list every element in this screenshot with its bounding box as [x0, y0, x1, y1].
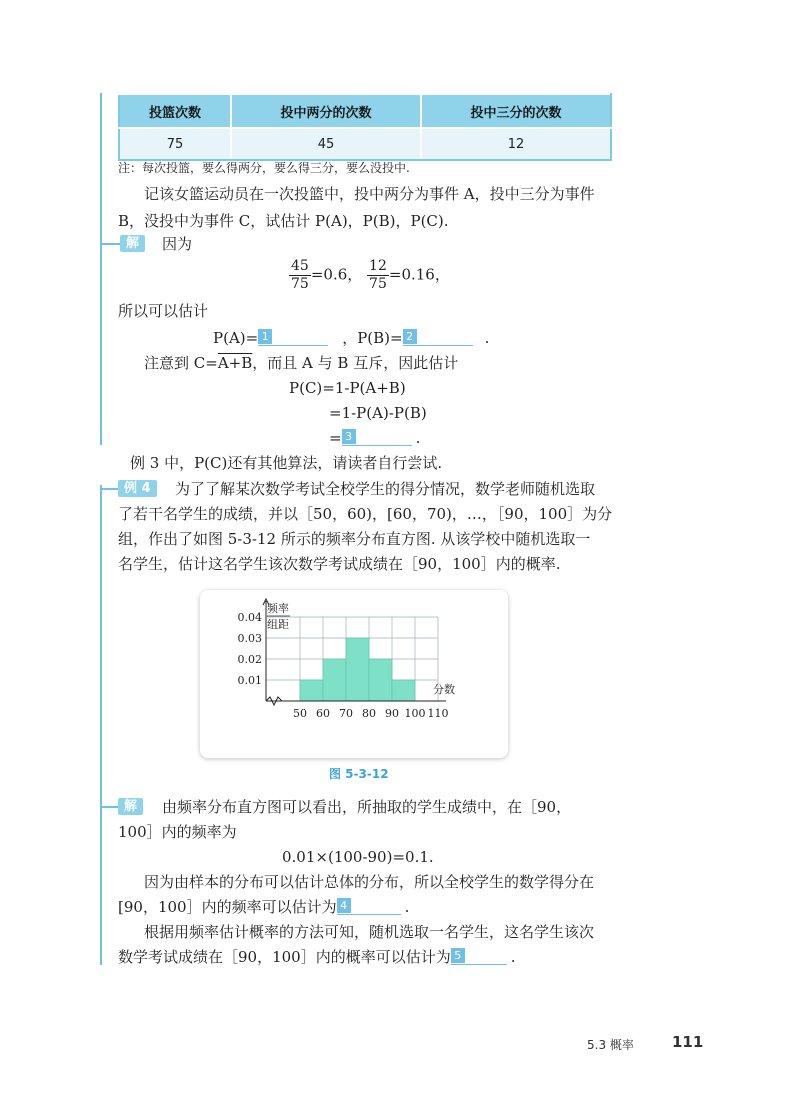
complement-expression: A+B — [217, 354, 253, 372]
fraction — [367, 258, 389, 293]
shot-table — [118, 93, 612, 161]
x-tick-label: 80 — [362, 707, 376, 720]
fraction-equation — [289, 258, 450, 293]
solution-tag: 解 — [118, 798, 143, 815]
x-axis-label: 分数 — [433, 683, 455, 696]
example-line: 名学生，估计这名学生该次数学考试成绩在［90，100］内的概率. — [118, 555, 561, 573]
note-text: ，而且 A 与 B 互斥，因此估计 — [252, 354, 459, 372]
solution-line: 根据用频率估计概率的方法可知，随机选取一名学生，这名学生该次 — [144, 923, 595, 941]
answer-blank[interactable] — [337, 898, 401, 915]
x-tick-label: 100 — [404, 707, 426, 720]
frequency-formula: 0.01×(100-90)=0.1. — [282, 848, 434, 866]
blank-number: 5 — [451, 948, 465, 963]
complement-note — [144, 352, 458, 374]
x-tick-label: 60 — [316, 707, 330, 720]
y-tick-label: 0.04 — [237, 611, 262, 624]
margin-bar — [100, 485, 102, 965]
equals: = — [329, 429, 342, 447]
histogram-bar — [392, 680, 415, 701]
denominator: 75 — [369, 276, 387, 292]
so-estimate: 所以可以估计 — [118, 302, 209, 320]
x-tick-label: 70 — [339, 707, 353, 720]
margin-bar — [100, 93, 102, 445]
blank-number: 2 — [403, 329, 417, 344]
comma: ， — [342, 329, 358, 347]
denominator: 75 — [291, 276, 309, 292]
answer-blank[interactable] — [451, 948, 507, 965]
footer-section: 5.3 概率 — [587, 1038, 634, 1052]
blank-number: 3 — [342, 429, 356, 444]
solution-line: 100］内的频率为 — [118, 823, 237, 841]
solution-text: [90，100］内的频率可以估计为 — [118, 898, 337, 916]
pa-label: P(A)= — [213, 329, 259, 347]
x-tick-label: 90 — [385, 707, 399, 720]
histogram-chart — [200, 590, 508, 758]
pc-line: P(C)=1-P(A+B) — [289, 379, 406, 397]
answer-blank[interactable] — [342, 429, 412, 446]
table-cell: 75 — [119, 128, 231, 160]
histogram-bar — [346, 638, 369, 701]
solution-line: 因为由样本的分布可以估计总体的分布，所以全校学生的数学得分在 — [144, 873, 595, 891]
answer-blank[interactable] — [403, 329, 473, 346]
pb-label: P(B)= — [357, 329, 403, 347]
histogram-bar — [300, 680, 323, 701]
because-text: 因为 — [162, 235, 193, 253]
table-header: 投篮次数 — [119, 94, 231, 128]
table-header: 投中两分的次数 — [231, 94, 421, 128]
example-line: 为了了解某次数学考试全校学生的得分情况，数学老师随机选取 — [175, 480, 596, 498]
figure-caption: 图 5-3-12 — [329, 767, 389, 781]
table-header: 投中三分的次数 — [421, 94, 611, 128]
solution-line: 由频率分布直方图可以看出，所抽取的学生成绩中，在［90， — [162, 798, 572, 816]
example-line: 了若干名学生的成绩，并以［50，60)，[60，70)，…，［90，100］为分 — [118, 505, 613, 523]
pc-line: =1-P(A)-P(B) — [329, 404, 427, 422]
x-tick-label: 50 — [293, 707, 307, 720]
x-tick-label: 110 — [427, 707, 449, 720]
tag-line — [102, 488, 118, 490]
period: . — [484, 329, 490, 347]
y-axis-label: 频率 — [267, 602, 289, 615]
fraction-value: =0.16， — [388, 265, 450, 284]
period: . — [404, 898, 410, 916]
answer-blank[interactable] — [258, 329, 328, 346]
solution-tag: 解 — [120, 235, 145, 252]
y-tick-label: 0.03 — [237, 632, 262, 645]
table-cell: 12 — [421, 128, 611, 160]
histogram-bar — [323, 659, 346, 701]
tag-line — [102, 243, 120, 245]
example-line: 组，作出了如图 5-3-12 所示的频率分布直方图. 从该学校中随机选取一 — [118, 530, 591, 548]
histogram-card — [200, 590, 508, 758]
numerator: 12 — [369, 258, 387, 274]
period: . — [510, 948, 516, 966]
example-tag: 例 4 — [118, 480, 157, 497]
solution-line — [118, 946, 516, 968]
blank-number: 4 — [337, 898, 351, 913]
blank-number: 1 — [258, 329, 272, 344]
period: . — [415, 429, 421, 447]
numerator: 45 — [291, 258, 309, 274]
solution-line — [118, 896, 409, 918]
histogram-bar — [369, 659, 392, 701]
tag-line — [102, 806, 118, 808]
remark: 例 3 中，P(C)还有其他算法，请读者自行尝试. — [130, 454, 443, 472]
pc-line — [329, 427, 420, 449]
fraction — [289, 258, 311, 293]
table-cell: 45 — [231, 128, 421, 160]
pa-pb-equation — [213, 327, 489, 349]
problem-line: B，没投中为事件 C，试估计 P(A)，P(B)，P(C). — [118, 212, 449, 230]
problem-line: 记该女篮运动员在一次投篮中，投中两分为事件 A，投中三分为事件 — [144, 185, 595, 203]
solution-text: 数学考试成绩在［90，100］内的概率可以估计为 — [118, 948, 451, 966]
fraction-value: =0.6， — [310, 265, 363, 284]
note-text: 注意到 C= — [144, 354, 218, 372]
y-tick-label: 0.01 — [237, 674, 262, 687]
table-note: 注：每次投篮，要么得两分，要么得三分，要么没投中. — [118, 161, 410, 175]
y-axis-label: 组距 — [267, 618, 289, 631]
y-tick-label: 0.02 — [237, 653, 262, 666]
page-number: 111 — [672, 1033, 704, 1051]
